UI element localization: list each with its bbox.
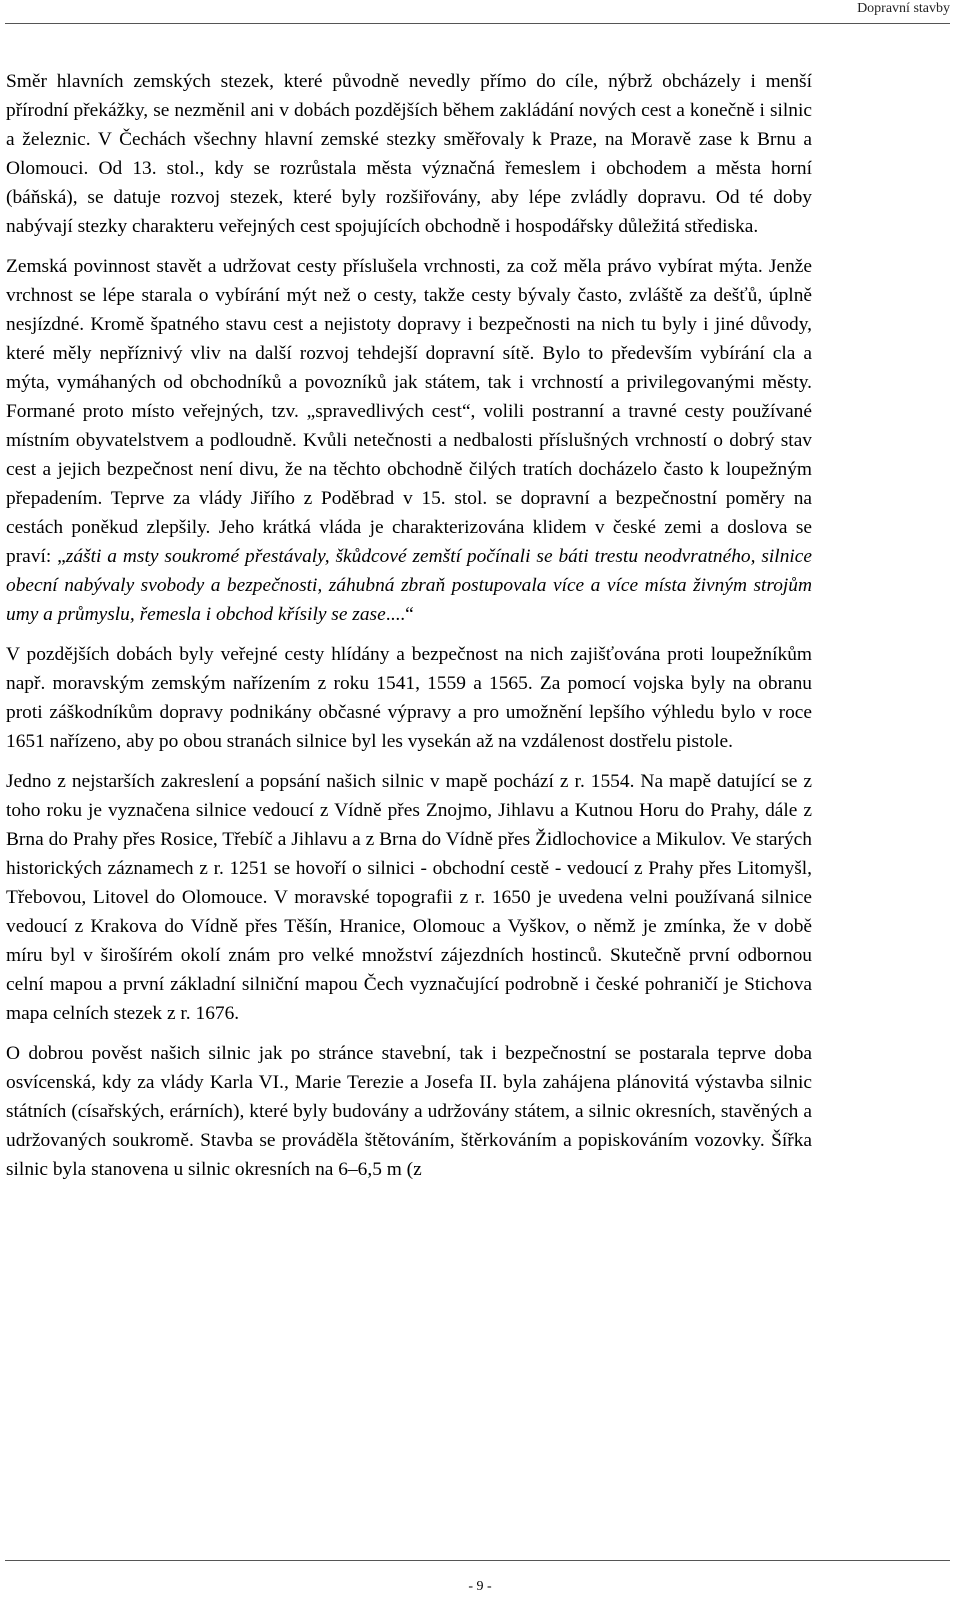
paragraph-5: O dobrou pověst našich silnic jak po stránce stavební, tak i bezpečnostní se postarala teprve doba osvícenská, kdy za vlády Karla VI., Marie Terezie a Josefa II. byla zahájena plánovitá výstavba silnic státních (císařských, erárních), které byly budovány a udržovány státem, a silnic okresních, stavěných a udržovaných soukromě. Stavba se prováděla štětováním, štěrkováním a popiskováním vozovky. Šířka silnic byla stanovena u silnic okresních na 6–6,5 m (z	[6, 1043, 812, 1180]
paragraph-1: Směr hlavních zemských stezek, které původně nevedly přímo do cíle, nýbrž obcházely i menší přírodní překážky, se nezměnil ani v dobách pozdějších během zakládání nových cest a konečně i silnic a železnic. V Čechách všechny hlavní zemské stezky směřovaly k Praze, na Moravě zase k Brnu a Olomouci. Od 13. stol., kdy se rozrůstala města význačná řemeslem i obchodem a města horní (báňská), se datuje rozvoj stezek, které byly rozšiřovány, aby lépe zvládly dopravu. Od té doby nabývají stezky charakteru veřejných cest spojujících obchodně i hospodářsky důležitá střediska.	[6, 71, 812, 237]
body-text	[6, 67, 812, 1184]
paragraph-2	[6, 252, 812, 629]
historical-quote: zášti a msty soukromé přestávaly, škůdcové zemští počínali se báti trestu neodvratného, silnice obecní nabývaly svobody a bezpečnosti, záhubná zbraň postupovala více a více místa živným strojům umy a průmyslu, řemesla i obchod křísily se zase	[6, 546, 812, 625]
paragraph-2-text: Zemská povinnost stavět a udržovat cesty příslušela vrchnosti, za což měla právo vybírat mýta. Jenže vrchnost se lépe starala o vybírání mýt než o cesty, takže cesty bývaly často, zvláště za dešťů, úplně nesjízdné. Kromě špatného stavu cest a nejistoty dopravy i bezpečnosti na nich tu byly i jiné důvody, které měly nepříznivý vliv na další rozvoj tehdejší dopravní sítě. Bylo to především vybírání cla a mýta, vymáhaných od obchodníků a povozníků jak státem, tak i vrchností a privilegovanými městy. Formané proto místo veřejných, tzv. „spravedlivých cest“, volili postranní a travné cesty používané místním obyvatelstvem a podloudně. Kvůli netečnosti a nedbalosti příslušných vrchností o dobrý stav cest a jejich bezpečnost není divu, že na těchto obchodně čilých tratích docházelo často k loupežným přepadením. Teprve za vlády Jiřího z Poděbrad v 15. stol. se dopravní a bezpečnostní poměry na cestách poněkud zlepšily. Jeho krátká vláda je charakterizována klidem v české zemi a doslova se praví: „	[6, 256, 812, 567]
header-divider	[5, 23, 950, 24]
footer-divider	[5, 1560, 950, 1561]
page-number: - 9 -	[468, 1579, 492, 1594]
running-header-title: Dopravní stavby	[857, 1, 950, 16]
paragraph-4: Jedno z nejstarších zakreslení a popsání našich silnic v mapě pochází z r. 1554. Na mapě datující se z toho roku je vyznačena silnice vedoucí z Vídně přes Znojmo, Jihlavu a Kutnou Horu do Prahy, dále z Brna do Prahy přes Rosice, Třebíč a Jihlavu a z Brna do Vídně přes Židlochovice a Mikulov. Ve starých historických záznamech z r. 1251 se hovoří o silnici - obchodní cestě - vedoucí z Prahy přes Litomyšl, Třebovou, Litovel do Olomouce. V moravské topografii z r. 1650 je uvedena velni používaná silnice vedoucí z Krakova do Vídně přes Těšín, Hranice, Olomouc a Vyškov, o němž je zmínka, že v době míru byl v širošírém okolí znám pro velké množství zájezdních hostinců. Skutečně první odbornou celní mapou a první základní silniční mapou Čech vyznačující podrobně i české pohraničí je Stichova mapa celních stezek z r. 1676.	[6, 771, 812, 1024]
quote-ending: ....“	[385, 604, 414, 625]
paragraph-3: V pozdějších dobách byly veřejné cesty hlídány a bezpečnost na nich zajišťována proti loupežníkům např. moravským zemským nařízením z roku 1541, 1559 a 1565. Za pomocí vojska byly na obranu proti záškodníkům dopravy podnikány občasné výpravy a pro umožnění lepšího výhledu bylo v roce 1651 nařízeno, aby po obou stranách silnice byl les vysekán až na vzdálenost dostřelu pistole.	[6, 644, 812, 752]
